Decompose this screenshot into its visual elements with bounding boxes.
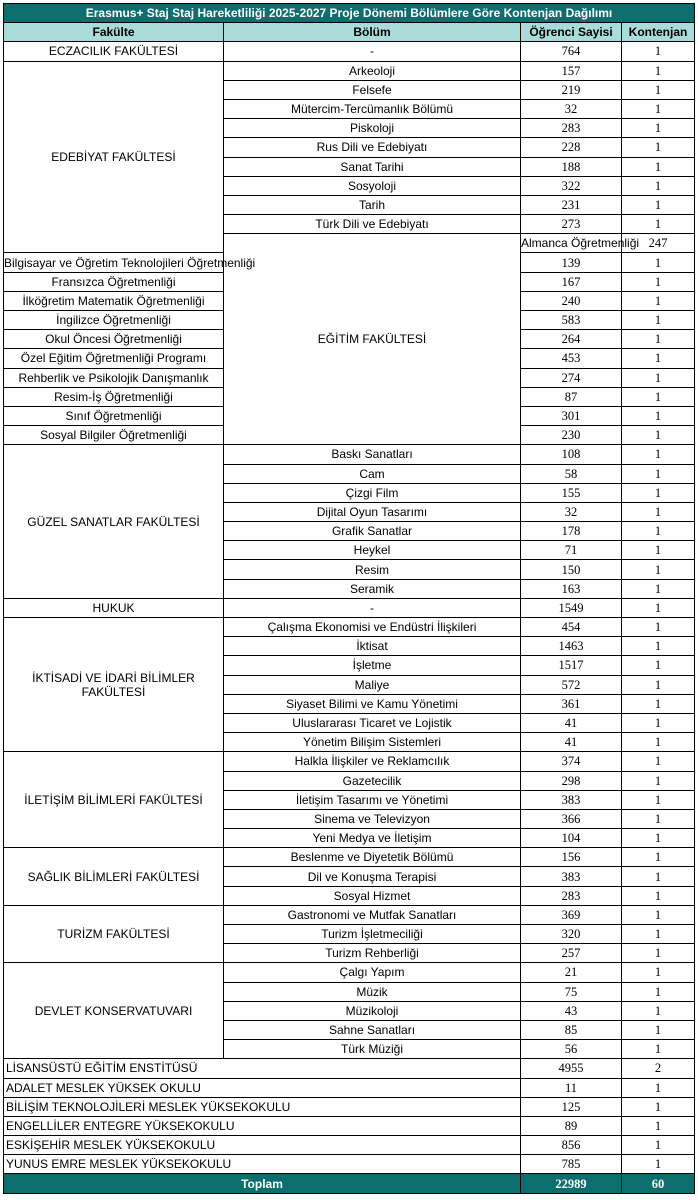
table-row [4,963,695,982]
table-row [4,42,695,61]
department-name: Tarih [224,195,521,214]
department-name: Beslenme ve Diyetetik Bölümü [224,848,521,867]
department-name: İktisat [224,637,521,656]
quota-value: 1 [622,637,695,656]
department-name: Türk Müziği [224,1040,521,1059]
department-name: İletişim Tasarımı ve Yönetimi [224,790,521,809]
table-row [4,752,695,771]
student-count: 75 [521,982,622,1001]
student-count: 163 [521,579,622,598]
table-row [4,848,695,867]
quota-value: 1 [622,560,695,579]
student-count: 273 [521,215,622,234]
quota-value: 1 [622,598,695,617]
institute-name: ADALET MESLEK YÜKSEK OKULU [4,1078,521,1097]
student-count: 157 [521,61,622,80]
student-count: 583 [521,311,622,330]
student-count: 453 [521,349,622,368]
quota-value: 1 [622,426,695,445]
total-row [4,1174,695,1193]
institute-name: ESKİŞEHİR MESLEK YÜKSEKOKULU [4,1136,521,1155]
student-count: 856 [521,1136,622,1155]
department-name: Siyaset Bilimi ve Kamu Yönetimi [224,694,521,713]
student-count: 383 [521,867,622,886]
table-row [4,1136,695,1155]
quota-value: 1 [622,1116,695,1135]
department-name: Okul Öncesi Öğretmenliği [4,330,224,349]
department-name: Felsefe [224,80,521,99]
department-name: Piskoloji [224,119,521,138]
student-count: 274 [521,368,622,387]
student-count: 264 [521,330,622,349]
student-count: 104 [521,829,622,848]
quota-value: 1 [622,1001,695,1020]
table-title-row [4,4,695,23]
department-name: Türk Dili ve Edebiyatı [224,215,521,234]
quota-value: 1 [622,99,695,118]
department-name: Özel Eğitim Öğretmenliği Programı [4,349,224,368]
student-count: 139 [521,253,622,272]
student-count: 32 [521,502,622,521]
student-count: 4955 [521,1059,622,1078]
table-row [4,618,695,637]
quota-table [3,3,695,1194]
table-title: Erasmus+ Staj Staj Hareketliliği 2025-2027 Proje Dönemi Bölümlere Göre Kontenjan Dağılımı [4,4,695,23]
header-row [4,23,695,42]
quota-value: 1 [622,752,695,771]
quota-value: 1 [622,905,695,924]
quota-value: 1 [622,61,695,80]
quota-value: 1 [622,138,695,157]
student-count: 58 [521,464,622,483]
quota-value: 1 [622,195,695,214]
student-count: 454 [521,618,622,637]
student-count: 41 [521,733,622,752]
quota-value: 1 [622,829,695,848]
quota-value: 1 [622,790,695,809]
quota-value: 1 [622,713,695,732]
quota-value: 1 [622,119,695,138]
student-count: 167 [521,272,622,291]
table-row [4,61,695,80]
institute-name: YUNUS EMRE MESLEK YÜKSEKOKULU [4,1155,521,1174]
department-name: Rehberlik ve Psikolojik Danışmanlık [4,368,224,387]
student-count: 108 [521,445,622,464]
faculty-name: SAĞLIK BİLİMLERİ FAKÜLTESİ [4,848,224,906]
quota-value: 1 [622,867,695,886]
department-name: Sinema ve Televizyon [224,809,521,828]
quota-value: 1 [622,771,695,790]
quota-value: 1 [622,253,695,272]
faculty-name: EĞİTİM FAKÜLTESİ [224,234,521,445]
faculty-name: DEVLET KONSERVATUVARI [4,963,224,1059]
department-name: Uluslararası Ticaret ve Lojistik [224,713,521,732]
student-count: 11 [521,1078,622,1097]
quota-value: 1 [622,349,695,368]
quota-value: 1 [622,1155,695,1174]
student-count: 41 [521,713,622,732]
table-row [4,1116,695,1135]
department-name: Sosyal Hizmet [224,886,521,905]
student-count: 125 [521,1097,622,1116]
student-count: 322 [521,176,622,195]
student-count: 231 [521,195,622,214]
faculty-name: GÜZEL SANATLAR FAKÜLTESİ [4,445,224,599]
faculty-name: TURİZM FAKÜLTESİ [4,905,224,963]
department-name: Seramik [224,579,521,598]
department-name: Müzikoloji [224,1001,521,1020]
department-name: Resim-İş Öğretmenliği [4,387,224,406]
quota-value: 1 [622,387,695,406]
department-name: Mütercim-Tercümanlık Bölümü [224,99,521,118]
header-ogrenci-sayisi: Öğrenci Sayisi [521,23,622,42]
quota-value: 1 [622,272,695,291]
department-name: Fransızca Öğretmenliği [4,272,224,291]
quota-value: 1 [622,886,695,905]
student-count: 89 [521,1116,622,1135]
student-count: 71 [521,541,622,560]
department-name: İngilizce Öğretmenliği [4,311,224,330]
header-bolum: Bölüm [224,23,521,42]
quota-value: 1 [622,522,695,541]
table-row [4,1155,695,1174]
department-name: İşletme [224,656,521,675]
table-row [4,905,695,924]
quota-value: 1 [622,848,695,867]
student-count: 374 [521,752,622,771]
department-name: Yeni Medya ve İletişim [224,829,521,848]
faculty-name: ECZACILIK FAKÜLTESİ [4,42,224,61]
department-name: Maliye [224,675,521,694]
department-name: Sosyoloji [224,176,521,195]
quota-value: 1 [622,1040,695,1059]
student-count: 188 [521,157,622,176]
header-kontenjan: Kontenjan [622,23,695,42]
student-count: 155 [521,483,622,502]
department-name: Turizm Rehberliği [224,944,521,963]
student-count: 283 [521,119,622,138]
table-row [4,445,695,464]
faculty-name: HUKUK [4,598,224,617]
quota-value: 1 [622,1136,695,1155]
quota-value: 2 [622,1059,695,1078]
quota-value: 1 [622,176,695,195]
department-name: Gastronomi ve Mutfak Sanatları [224,905,521,924]
quota-value: 1 [622,157,695,176]
student-count: 87 [521,387,622,406]
quota-value: 1 [622,483,695,502]
department-name: Arkeoloji [224,61,521,80]
quota-value: 1 [622,215,695,234]
department-name: Sosyal Bilgiler Öğretmenliği [4,426,224,445]
student-count: 361 [521,694,622,713]
student-count: 283 [521,886,622,905]
quota-value: 1 [622,579,695,598]
student-count: 1517 [521,656,622,675]
quota-value: 1 [622,809,695,828]
faculty-name: EDEBİYAT FAKÜLTESİ [4,61,224,253]
student-count: 301 [521,406,622,425]
student-count: 32 [521,99,622,118]
quota-value: 1 [622,42,695,61]
department-name: Heykel [224,541,521,560]
student-count: 1463 [521,637,622,656]
quota-value: 1 [622,464,695,483]
department-name: Çalgı Yapım [224,963,521,982]
department-name: Baskı Sanatları [224,445,521,464]
student-count: 228 [521,138,622,157]
department-name: Dil ve Konuşma Terapisi [224,867,521,886]
table-row [4,1078,695,1097]
department-name: Grafik Sanatlar [224,522,521,541]
department-name: Sınıf Öğretmenliği [4,406,224,425]
table-body [4,42,695,1174]
quota-value: 1 [622,541,695,560]
student-count: 257 [521,944,622,963]
student-count: 230 [521,426,622,445]
quota-value: 1 [622,80,695,99]
student-count: 1549 [521,598,622,617]
quota-value: 1 [622,311,695,330]
student-count: 366 [521,809,622,828]
student-count: 383 [521,790,622,809]
student-count: 240 [521,291,622,310]
student-count: 43 [521,1001,622,1020]
quota-value: 1 [622,733,695,752]
department-name: Çizgi Film [224,483,521,502]
department-name: Almanca Öğretmenliği [521,234,622,253]
department-name: Sahne Sanatları [224,1020,521,1039]
student-count: 572 [521,675,622,694]
institute-name: BİLİŞİM TEKNOLOJİLERİ MESLEK YÜKSEKOKULU [4,1097,521,1116]
student-count: 785 [521,1155,622,1174]
department-name: Cam [224,464,521,483]
department-name: Yönetim Bilişim Sistemleri [224,733,521,752]
quota-value: 1 [622,925,695,944]
quota-value: 1 [622,656,695,675]
department-name: Resim [224,560,521,579]
department-name: Rus Dili ve Edebiyatı [224,138,521,157]
quota-value: 1 [622,330,695,349]
department-name: Dijital Oyun Tasarımı [224,502,521,521]
student-count: 21 [521,963,622,982]
table-row [4,598,695,617]
quota-value: 1 [622,944,695,963]
quota-value: 1 [622,618,695,637]
student-count: 247 [622,234,695,253]
faculty-name: İLETİŞİM BİLİMLERİ FAKÜLTESİ [4,752,224,848]
department-name: İlköğretim Matematik Öğretmenliği [4,291,224,310]
quota-value: 1 [622,675,695,694]
student-count: 298 [521,771,622,790]
header-fakulte: Fakülte [4,23,224,42]
institute-name: LİSANSÜSTÜ EĞİTİM ENSTİTÜSÜ [4,1059,521,1078]
student-count: 369 [521,905,622,924]
department-name: - [224,598,521,617]
total-kontenjan: 60 [622,1174,695,1193]
student-count: 156 [521,848,622,867]
quota-value: 1 [622,291,695,310]
student-count: 320 [521,925,622,944]
department-name: Gazetecilik [224,771,521,790]
total-label: Toplam [4,1174,521,1193]
table-row [4,1097,695,1116]
quota-value: 1 [622,368,695,387]
department-name: - [224,42,521,61]
student-count: 764 [521,42,622,61]
distribution-table-wrapper [3,3,695,1194]
table-row [4,1059,695,1078]
department-name: Müzik [224,982,521,1001]
department-name: Halkla İlişkiler ve Reklamcılık [224,752,521,771]
faculty-name: İKTİSADİ VE İDARİ BİLİMLER FAKÜLTESİ [4,618,224,752]
quota-value: 1 [622,982,695,1001]
quota-value: 1 [622,694,695,713]
student-count: 85 [521,1020,622,1039]
institute-name: ENGELLİLER ENTEGRE YÜKSEKOKULU [4,1116,521,1135]
department-name: Bilgisayar ve Öğretim Teknolojileri Öğretmenliği [4,253,224,272]
department-name: Sanat Tarihi [224,157,521,176]
student-count: 219 [521,80,622,99]
quota-value: 1 [622,1097,695,1116]
quota-value: 1 [622,406,695,425]
student-count: 178 [521,522,622,541]
department-name: Turizm İşletmeciliği [224,925,521,944]
quota-value: 1 [622,502,695,521]
student-count: 56 [521,1040,622,1059]
total-ogrenci: 22989 [521,1174,622,1193]
quota-value: 1 [622,1078,695,1097]
department-name: Çalışma Ekonomisi ve Endüstri İlişkileri [224,618,521,637]
quota-value: 1 [622,1020,695,1039]
quota-value: 1 [622,963,695,982]
student-count: 150 [521,560,622,579]
quota-value: 1 [622,445,695,464]
